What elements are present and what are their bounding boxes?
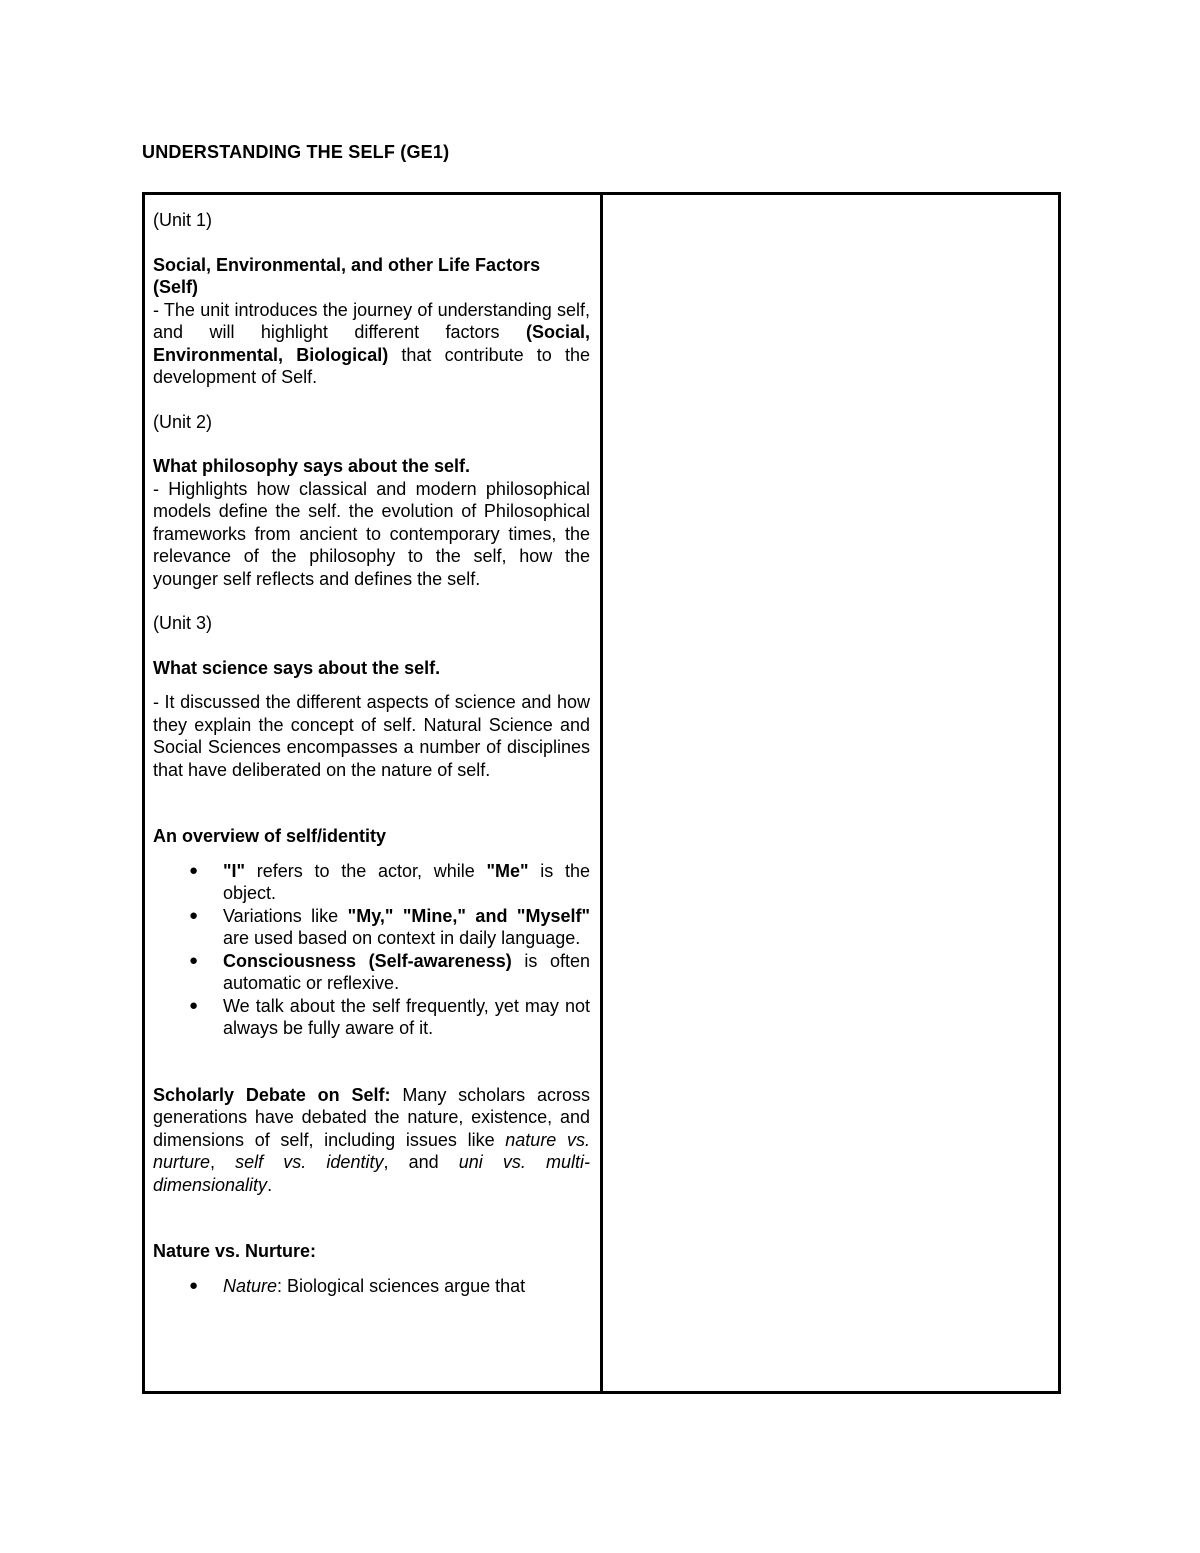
debate-italic: nature vs. nurture (153, 1129, 591, 1172)
list-text: is often automatic or reflexive. (223, 950, 590, 993)
unit2-description: - Highlights how classical and modern philosophical models define the self. the evolution of Philosophical frameworks from ancient to contemporary times, the relevance of the philosophy to the self, how the younger self reflects and defines the self. (153, 478, 590, 589)
term-i: "I" (223, 860, 246, 881)
table-cell-right (603, 195, 1058, 1391)
term-variations: "My," "Mine," and "Myself" (347, 905, 590, 926)
debate-text: , and (383, 1152, 459, 1172)
debate-italic: self vs. identity (235, 1152, 384, 1172)
term-consciousness: Consciousness (Self-awareness) (223, 950, 512, 971)
unit1-heading (153, 254, 590, 299)
list-text: are used based on context in daily language. (223, 928, 581, 948)
unit1-heading-line2: (Self) (153, 277, 198, 297)
bullet-icon: ● (189, 996, 199, 1014)
overview-list (153, 860, 590, 1040)
unit1-label: (Unit 1) (153, 210, 213, 230)
list-text: is the object. (223, 860, 590, 903)
debate-text: . (267, 1174, 273, 1195)
cell-content (153, 209, 590, 1297)
debate-italic: uni vs. multi-dimensionality (153, 1152, 590, 1195)
unit1-desc-pre: - The unit introduces the journey of understanding self, and will highlight different factors (153, 299, 590, 342)
list-item (153, 905, 590, 950)
debate-text: Many scholars across generations have debated the nature, existence, and dimensions of self, including issues like (153, 1084, 590, 1150)
list-item (153, 1275, 590, 1298)
bullet-icon: ● (189, 1276, 199, 1294)
page-title: UNDERSTANDING THE SELF (GE1) (142, 142, 450, 162)
unit2-heading: What philosophy says about the self. (153, 456, 471, 476)
nature-term: Nature (223, 1275, 278, 1296)
bullet-icon: ● (189, 906, 199, 924)
list-item (153, 995, 590, 1040)
unit1-description (153, 299, 590, 389)
unit1-desc-bold: (Social, Environmental, Biological) (153, 322, 590, 365)
debate-label: Scholarly Debate on Self: (153, 1084, 391, 1105)
term-me: "Me" (486, 860, 529, 881)
overview-heading: An overview of self/identity (153, 826, 387, 846)
scholarly-debate-paragraph (153, 1084, 590, 1197)
bullet-icon: ● (189, 951, 199, 969)
list-item (153, 950, 590, 995)
list-text: Variations like (223, 905, 348, 926)
unit1-heading-line1: Social, Environmental, and other Life Factors (153, 254, 541, 275)
unit1-desc-post: that contribute to the development of Self. (153, 344, 590, 387)
table-cell-left (145, 195, 603, 1391)
bullet-icon: ● (189, 861, 199, 879)
unit3-description: - It discussed the different aspects of science and how they explain the concept of self. Natural Science and Social Sciences encompasses a number of disciplines that have deliberated on the nature of self. (153, 692, 590, 780)
debate-text: , (210, 1152, 236, 1172)
unit3-label: (Unit 3) (153, 613, 213, 633)
list-text: refers to the actor, while (245, 860, 487, 881)
list-text: We talk about the self frequently, yet may not always be fully aware of it. (223, 995, 590, 1038)
unit2-label: (Unit 2) (153, 411, 213, 432)
unit3-heading: What science says about the self. (153, 657, 441, 678)
content-table (142, 192, 1061, 1394)
list-text: : Biological sciences argue that (277, 1275, 526, 1296)
list-item (153, 860, 590, 905)
nature-nurture-list (153, 1275, 590, 1298)
nature-nurture-heading: Nature vs. Nurture: (153, 1241, 317, 1261)
